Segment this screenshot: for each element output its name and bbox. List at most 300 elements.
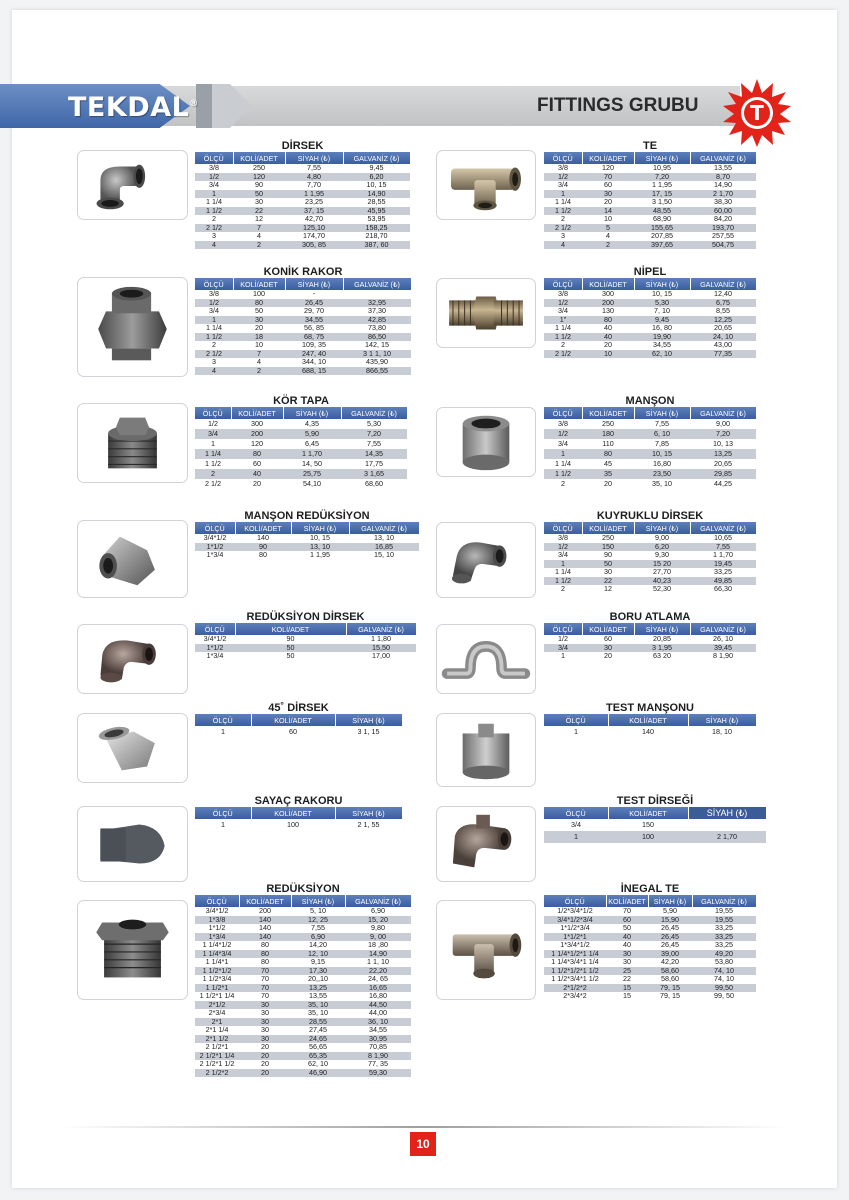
col-header-olcu: ÖLÇÜ bbox=[544, 895, 606, 907]
table-cell: 14,90 bbox=[690, 181, 756, 190]
table-cell bbox=[343, 290, 411, 299]
table-cell: 125,10 bbox=[285, 224, 343, 233]
svg-text:T: T bbox=[750, 101, 764, 125]
table-cell: 14,35 bbox=[341, 449, 407, 459]
table-cell: 6,90 bbox=[345, 907, 411, 916]
table-row bbox=[544, 181, 756, 190]
col-header-galvaniz: GALVANİZ (₺) bbox=[341, 407, 407, 419]
table-cell: 3 1 1, 10 bbox=[343, 350, 411, 359]
table-cell: 7,55 bbox=[634, 419, 690, 429]
table-cell: 3 1,50 bbox=[634, 198, 690, 207]
section-title-nipel: NİPEL bbox=[633, 266, 667, 278]
table-cell: 70 bbox=[582, 173, 634, 182]
table-cell: 38,30 bbox=[690, 198, 756, 207]
col-header-koli: KOLİ/ADET bbox=[235, 623, 346, 635]
table-cell: 9,15 bbox=[291, 958, 345, 967]
col-header-galvaniz: GALVANİZ (₺) bbox=[346, 623, 416, 635]
table-cell: 5 bbox=[582, 224, 634, 233]
table-cell: 74, 10 bbox=[692, 975, 756, 984]
table-cell: 50 bbox=[606, 924, 648, 933]
price-table-dirsek bbox=[195, 152, 411, 249]
table-cell: 3/4*1/2 bbox=[195, 635, 235, 644]
col-header-siyah: SİYAH (₺) bbox=[688, 714, 756, 726]
table-cell: 130 bbox=[582, 307, 634, 316]
col-header-olcu: ÖLÇÜ bbox=[195, 895, 239, 907]
section-title-reduksiyon-dirsek: REDÜKSİYON DİRSEK bbox=[246, 611, 365, 623]
table-cell: 35, 10 bbox=[291, 1001, 345, 1010]
table-row bbox=[195, 164, 410, 173]
table-cell: 25 bbox=[606, 967, 648, 976]
table-cell: 5, 10 bbox=[291, 907, 345, 916]
table-cell: 1 bbox=[544, 560, 582, 569]
table-row bbox=[195, 916, 411, 925]
table-row bbox=[195, 459, 407, 469]
table-cell: 34,55 bbox=[285, 316, 343, 325]
table-cell: 24, 10 bbox=[690, 333, 756, 342]
table-cell: 25,75 bbox=[283, 469, 341, 479]
table-cell: 32,95 bbox=[343, 299, 411, 308]
footer-divider bbox=[60, 1126, 789, 1128]
table-cell: 2 1/2*1 1/2 bbox=[195, 1060, 239, 1069]
table-cell: 100 bbox=[233, 290, 285, 299]
table-cell: 150 bbox=[582, 543, 634, 552]
table-cell: 30 bbox=[606, 950, 648, 959]
table-row bbox=[195, 534, 419, 543]
table-cell: 70 bbox=[606, 907, 648, 916]
table-cell: 174,70 bbox=[285, 232, 343, 241]
table-row bbox=[195, 551, 419, 560]
table-cell: - bbox=[285, 290, 343, 299]
table-cell: 4 bbox=[233, 358, 285, 367]
col-header-siyah: SİYAH (₺) bbox=[283, 407, 341, 419]
col-header-koli: KOLİ/ADET bbox=[582, 278, 634, 290]
table-row bbox=[544, 577, 756, 586]
table-row bbox=[195, 469, 407, 479]
price-table-reduksiyon bbox=[195, 895, 412, 1077]
table-cell: 26,45 bbox=[285, 299, 343, 308]
price-table-kor-tapa bbox=[195, 407, 408, 489]
table-cell: 30 bbox=[606, 958, 648, 967]
col-header-galvaniz: GALVANİZ (₺) bbox=[690, 407, 756, 419]
test-elbow-photo bbox=[436, 806, 536, 882]
table-cell: 48,55 bbox=[634, 207, 690, 216]
table-row bbox=[195, 290, 411, 299]
table-cell: 4,35 bbox=[283, 419, 341, 429]
table-cell: 40 bbox=[582, 324, 634, 333]
table-cell: 27,45 bbox=[291, 1026, 345, 1035]
table-cell: 7,20 bbox=[690, 429, 756, 439]
table-cell: 1*1/2 bbox=[195, 644, 235, 653]
table-cell: 2 bbox=[544, 341, 582, 350]
table-cell: 73,80 bbox=[343, 324, 411, 333]
section-title-boru-atlama: BORU ATLAMA bbox=[609, 611, 691, 623]
table-cell: 1/2 bbox=[195, 419, 231, 429]
table-row bbox=[544, 439, 756, 449]
table-cell: 7,20 bbox=[341, 429, 407, 439]
table-row bbox=[195, 1052, 411, 1061]
table-cell: 1 1/4 bbox=[195, 324, 233, 333]
table-cell: 19,90 bbox=[634, 333, 690, 342]
table-cell: 2 1, 55 bbox=[335, 819, 402, 831]
table-cell: 3 1,95 bbox=[634, 644, 690, 653]
price-table-inegal-te bbox=[544, 895, 757, 1001]
table-cell: 155,65 bbox=[634, 224, 690, 233]
table-cell: 18, 10 bbox=[688, 726, 756, 738]
price-table-boru-atlama bbox=[544, 623, 757, 661]
col-header-galvaniz: GALVANİZ (₺) bbox=[692, 895, 756, 907]
table-row bbox=[195, 924, 411, 933]
table-cell: 35 bbox=[582, 469, 634, 479]
table-cell: 200 bbox=[239, 907, 291, 916]
table-cell: 8 1,90 bbox=[345, 1052, 411, 1061]
table-cell: 6, 10 bbox=[634, 429, 690, 439]
price-table-test-manson bbox=[544, 714, 757, 738]
table-cell: 90 bbox=[582, 551, 634, 560]
price-table-konik-rakor bbox=[195, 278, 412, 375]
table-cell: 866,55 bbox=[343, 367, 411, 376]
table-cell: 26,45 bbox=[648, 933, 692, 942]
table-cell: 3/4*1/2*3/4 bbox=[544, 916, 606, 925]
table-cell: 20 bbox=[239, 1069, 291, 1078]
table-cell: 9,30 bbox=[634, 551, 690, 560]
col-header-koli: KOLİ/ADET bbox=[608, 714, 688, 726]
table-row bbox=[544, 924, 756, 933]
table-cell: 42,20 bbox=[648, 958, 692, 967]
table-cell: 247, 40 bbox=[285, 350, 343, 359]
section-title-dirsek: DİRSEK bbox=[281, 140, 324, 152]
table-cell: 10 bbox=[233, 341, 285, 350]
elbow-fitting-photo bbox=[77, 150, 188, 220]
table-cell: 99,50 bbox=[692, 984, 756, 993]
section-title-reduksiyon: REDÜKSİYON bbox=[266, 883, 340, 895]
table-row bbox=[195, 350, 411, 359]
table-cell: 60 bbox=[251, 726, 335, 738]
table-cell: 39,00 bbox=[648, 950, 692, 959]
table-cell: 1 1/4*1/2*1 1/4 bbox=[544, 950, 606, 959]
table-row bbox=[544, 190, 756, 199]
table-row bbox=[195, 232, 410, 241]
col-header-olcu: ÖLÇÜ bbox=[195, 714, 251, 726]
col-header-siyah: SİYAH (₺) bbox=[335, 807, 402, 819]
table-cell: 17,00 bbox=[346, 652, 416, 661]
col-header-olcu: ÖLÇÜ bbox=[195, 807, 251, 819]
table-row bbox=[195, 241, 410, 250]
table-cell: 1*1/2 bbox=[195, 543, 235, 552]
table-cell: 140 bbox=[239, 924, 291, 933]
table-cell: 26,45 bbox=[648, 941, 692, 950]
table-cell: 22,20 bbox=[345, 967, 411, 976]
table-row bbox=[195, 439, 407, 449]
table-cell: 1 bbox=[195, 726, 251, 738]
table-cell: 1 bbox=[195, 190, 233, 199]
col-header-koli: KOLİ/ADET bbox=[239, 895, 291, 907]
table-cell: 33,25 bbox=[692, 941, 756, 950]
table-row bbox=[195, 1009, 411, 1018]
table-cell: 62, 10 bbox=[291, 1060, 345, 1069]
col-header-olcu: ÖLÇÜ bbox=[544, 714, 608, 726]
table-cell: 20 bbox=[239, 1060, 291, 1069]
table-cell: 37, 15 bbox=[285, 207, 343, 216]
table-cell: 13, 10 bbox=[291, 543, 349, 552]
table-cell: 2 1,70 bbox=[688, 831, 766, 843]
table-row bbox=[195, 429, 407, 439]
section-title-inegal-te: İNEGAL TE bbox=[620, 883, 680, 895]
table-cell: 30 bbox=[239, 1035, 291, 1044]
col-header-olcu: ÖLÇÜ bbox=[544, 407, 582, 419]
table-cell: 6,90 bbox=[291, 933, 345, 942]
table-row bbox=[544, 551, 756, 560]
table-cell: 150 bbox=[608, 819, 688, 831]
table-cell: 120 bbox=[231, 439, 283, 449]
table-cell: 30 bbox=[582, 568, 634, 577]
table-cell: 74, 10 bbox=[692, 967, 756, 976]
table-row bbox=[195, 907, 411, 916]
table-cell: 18 bbox=[233, 333, 285, 342]
table-cell: 3 bbox=[544, 232, 582, 241]
table-row bbox=[544, 907, 756, 916]
table-cell: 1 1,70 bbox=[690, 551, 756, 560]
col-header-siyah: SİYAH (₺) bbox=[634, 152, 690, 164]
table-cell: 68,90 bbox=[634, 215, 690, 224]
col-header-siyah: SİYAH (₺) bbox=[291, 895, 345, 907]
table-cell: 4 bbox=[582, 232, 634, 241]
table-cell: 109, 35 bbox=[285, 341, 343, 350]
table-cell: 33,25 bbox=[692, 933, 756, 942]
table-cell: 40 bbox=[606, 941, 648, 950]
table-row bbox=[195, 933, 411, 942]
table-cell: 14 bbox=[582, 207, 634, 216]
table-cell: 7,70 bbox=[285, 181, 343, 190]
table-cell: 60 bbox=[582, 181, 634, 190]
table-row bbox=[195, 635, 416, 644]
table-cell: 18 ,80 bbox=[345, 941, 411, 950]
table-cell: 250 bbox=[582, 419, 634, 429]
table-cell: 79, 15 bbox=[648, 984, 692, 993]
table-cell: 56, 85 bbox=[285, 324, 343, 333]
reducing-coupling-photo bbox=[77, 520, 188, 598]
table-cell: 140 bbox=[608, 726, 688, 738]
table-cell: 80 bbox=[582, 449, 634, 459]
table-cell: 12, 25 bbox=[291, 916, 345, 925]
table-row bbox=[195, 479, 407, 489]
col-header-olcu: ÖLÇÜ bbox=[544, 623, 582, 635]
table-cell: 15,90 bbox=[648, 916, 692, 925]
section-title-manson: MANŞON bbox=[625, 395, 675, 407]
table-cell: 20 bbox=[231, 479, 283, 489]
section-title-kor-tapa: KÖR TAPA bbox=[273, 395, 329, 407]
table-cell: 20,65 bbox=[690, 459, 756, 469]
section-title-test-dirsek: TEST DİRSEĞİ bbox=[616, 795, 694, 807]
col-header-olcu: ÖLÇÜ bbox=[195, 623, 235, 635]
table-cell: 80 bbox=[239, 941, 291, 950]
table-cell: 66,30 bbox=[690, 585, 756, 594]
col-header-olcu: ÖLÇÜ bbox=[544, 278, 582, 290]
table-row bbox=[195, 307, 411, 316]
table-row bbox=[544, 941, 756, 950]
table-cell: 110 bbox=[582, 439, 634, 449]
table-cell: 3/4 bbox=[544, 819, 608, 831]
table-cell: 300 bbox=[231, 419, 283, 429]
table-cell: 16,85 bbox=[349, 543, 419, 552]
table-row bbox=[195, 1026, 411, 1035]
section-title-kuyruklu-dirsek: KUYRUKLU DİRSEK bbox=[596, 510, 704, 522]
table-cell: 2*1/2*2 bbox=[544, 984, 606, 993]
table-cell: 19,55 bbox=[692, 916, 756, 925]
table-cell: 397,65 bbox=[634, 241, 690, 250]
table-cell: 52,30 bbox=[634, 585, 690, 594]
table-row bbox=[544, 726, 756, 738]
table-cell: 9,00 bbox=[690, 419, 756, 429]
table-cell: 1*3/4 bbox=[195, 652, 235, 661]
table-cell: 10,95 bbox=[634, 164, 690, 173]
table-row bbox=[195, 543, 419, 552]
table-cell: 34,55 bbox=[634, 341, 690, 350]
table-cell: 250 bbox=[582, 534, 634, 543]
table-cell: 9,45 bbox=[343, 164, 410, 173]
table-cell: 7,55 bbox=[341, 439, 407, 449]
col-header-koli: KOLİ/ADET bbox=[582, 522, 634, 534]
table-cell: 2*1 1/4 bbox=[195, 1026, 239, 1035]
table-cell: 5,90 bbox=[283, 429, 341, 439]
table-cell: 36, 10 bbox=[345, 1018, 411, 1027]
table-row bbox=[544, 644, 756, 653]
table-cell: 80 bbox=[239, 958, 291, 967]
table-cell: 1 1/4 bbox=[195, 198, 233, 207]
table-cell: 27,70 bbox=[634, 568, 690, 577]
table-row bbox=[195, 1001, 411, 1010]
table-cell: 1 bbox=[195, 439, 231, 449]
price-table-manson bbox=[544, 407, 757, 489]
table-row bbox=[195, 198, 410, 207]
table-cell: 20,85 bbox=[634, 635, 690, 644]
table-row bbox=[195, 299, 411, 308]
table-cell: 54,10 bbox=[283, 479, 341, 489]
table-cell: 77,35 bbox=[690, 350, 756, 359]
table-cell: 1*3/8 bbox=[195, 916, 239, 925]
table-cell: 3 bbox=[195, 232, 233, 241]
table-cell: 257,55 bbox=[690, 232, 756, 241]
table-cell: 4,80 bbox=[285, 173, 343, 182]
table-cell: 7,55 bbox=[291, 924, 345, 933]
table-cell: 68, 75 bbox=[285, 333, 343, 342]
table-cell: 3/4 bbox=[544, 439, 582, 449]
table-cell: 12 bbox=[233, 215, 285, 224]
table-cell: 2 1/2*1 bbox=[195, 1043, 239, 1052]
table-cell: 24,65 bbox=[291, 1035, 345, 1044]
table-cell: 10 bbox=[582, 215, 634, 224]
table-cell: 1 1/4 bbox=[544, 198, 582, 207]
table-row bbox=[544, 819, 766, 831]
table-cell: 12,40 bbox=[690, 290, 756, 299]
table-cell: 15 bbox=[606, 992, 648, 1001]
table-row bbox=[544, 198, 756, 207]
brand-logo-text: TEKDAL® bbox=[68, 92, 199, 123]
table-cell: 17,30 bbox=[291, 967, 345, 976]
table-cell: 15 20 bbox=[634, 560, 690, 569]
table-cell: 1 1/2 bbox=[544, 577, 582, 586]
col-header-siyah: SİYAH (₺) bbox=[285, 278, 343, 290]
table-row bbox=[195, 190, 410, 199]
table-cell: 44,00 bbox=[345, 1009, 411, 1018]
table-cell: 3/4 bbox=[544, 181, 582, 190]
table-cell: 2 bbox=[544, 479, 582, 489]
table-cell: 49,20 bbox=[692, 950, 756, 959]
col-header-koli: KOLİ/ADET bbox=[608, 807, 688, 819]
table-cell: 1 1/4 bbox=[195, 449, 231, 459]
table-cell: 3/8 bbox=[195, 290, 233, 299]
table-row bbox=[544, 967, 756, 976]
table-cell: 50 bbox=[235, 652, 346, 661]
table-cell: 10,65 bbox=[690, 534, 756, 543]
table-row bbox=[544, 324, 756, 333]
table-cell: 3/4 bbox=[195, 307, 233, 316]
col-header-koli: KOLİ/ADET bbox=[582, 623, 634, 635]
table-cell: 2*1/2 bbox=[195, 1001, 239, 1010]
table-cell: 3/8 bbox=[544, 164, 582, 173]
table-cell: 218,70 bbox=[343, 232, 410, 241]
table-row bbox=[544, 333, 756, 342]
table-cell: 12 bbox=[582, 585, 634, 594]
table-cell: 2 bbox=[233, 241, 285, 250]
table-cell: 30,95 bbox=[345, 1035, 411, 1044]
table-cell: 6,45 bbox=[283, 439, 341, 449]
table-cell: 1/2 bbox=[544, 635, 582, 644]
table-row bbox=[544, 568, 756, 577]
col-header-galvaniz: GALVANİZ (₺) bbox=[349, 522, 419, 534]
col-header-koli: KOLİ/ADET bbox=[233, 152, 285, 164]
table-cell: 19,45 bbox=[690, 560, 756, 569]
table-cell: 33,25 bbox=[690, 568, 756, 577]
table-cell: 23,50 bbox=[634, 469, 690, 479]
table-cell: 207,85 bbox=[634, 232, 690, 241]
table-cell: 2 1/2 bbox=[544, 224, 582, 233]
table-cell: 9,00 bbox=[634, 534, 690, 543]
table-cell: 22 bbox=[582, 577, 634, 586]
table-cell: 7,55 bbox=[690, 543, 756, 552]
col-header-galvaniz: GALVANİZ (₺) bbox=[345, 895, 411, 907]
table-cell: 4 bbox=[195, 367, 233, 376]
tee-fitting-photo bbox=[436, 150, 536, 220]
table-cell: 1 1, 10 bbox=[345, 958, 411, 967]
table-cell: 5,30 bbox=[341, 419, 407, 429]
table-cell: 45 bbox=[582, 459, 634, 469]
table-cell: 1*1/2*3/4 bbox=[544, 924, 606, 933]
table-cell: 15, 10 bbox=[349, 551, 419, 560]
table-row bbox=[195, 1069, 411, 1078]
table-cell: 3/8 bbox=[544, 290, 582, 299]
table-cell: 58,60 bbox=[648, 975, 692, 984]
table-cell: 10, 15 bbox=[291, 534, 349, 543]
table-cell: 193,70 bbox=[690, 224, 756, 233]
table-row bbox=[195, 224, 410, 233]
table-cell: 50 bbox=[233, 307, 285, 316]
col-header-siyah: SİYAH (₺) bbox=[634, 407, 690, 419]
table-row bbox=[544, 459, 756, 469]
table-cell: 1 1,95 bbox=[285, 190, 343, 199]
col-header-koli: KOLİ/ADET bbox=[251, 807, 335, 819]
table-cell: 22 bbox=[606, 975, 648, 984]
table-cell: 1 1/4*1/2 bbox=[195, 941, 239, 950]
table-row bbox=[544, 449, 756, 459]
table-row bbox=[544, 992, 756, 1001]
table-cell: 7,55 bbox=[285, 164, 343, 173]
table-cell: 1 1/2 bbox=[544, 207, 582, 216]
table-cell: 79, 15 bbox=[648, 992, 692, 1001]
col-header-olcu: ÖLÇÜ bbox=[195, 152, 233, 164]
table-cell: 1/2 bbox=[195, 299, 233, 308]
section-title-manson-reduksiyon: MANŞON REDÜKSİYON bbox=[244, 510, 370, 522]
table-cell: 1/2 bbox=[544, 299, 582, 308]
